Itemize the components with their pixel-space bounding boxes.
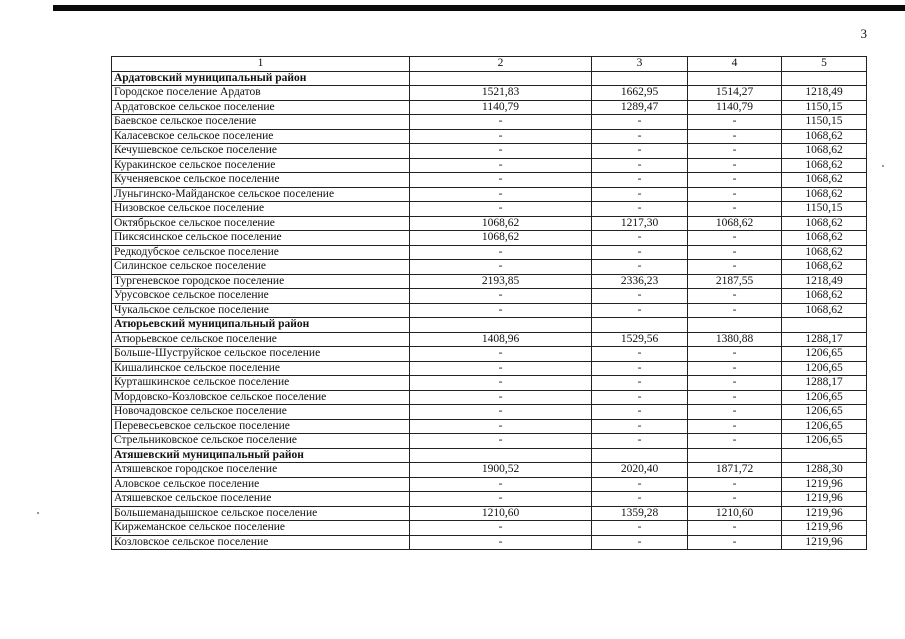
value-col-3: - [592, 419, 688, 434]
table-row [112, 303, 867, 318]
value-col-5: 1206,65 [782, 419, 867, 434]
value-col-3: 2336,23 [592, 274, 688, 289]
district-name: Ардатовский муниципальный район [112, 71, 410, 86]
settlement-name: Кечушевское сельское поселение [112, 144, 410, 159]
value-col-3: 1217,30 [592, 216, 688, 231]
value-col-2: - [410, 115, 592, 130]
table-row [112, 535, 867, 550]
district-section-row [112, 318, 867, 333]
value-col-3: - [592, 158, 688, 173]
table-row [112, 376, 867, 391]
value-col-4: - [688, 390, 782, 405]
value-col-2: - [410, 260, 592, 275]
table-row [112, 245, 867, 260]
page-number: 3 [860, 26, 867, 41]
value-col-2: - [410, 361, 592, 376]
value-col-3: - [592, 303, 688, 318]
settlement-name: Чукальское сельское поселение [112, 303, 410, 318]
value-col-2: - [410, 202, 592, 217]
settlement-name: Перевесьевское сельское поселение [112, 419, 410, 434]
value-col-4: - [688, 434, 782, 449]
value-col-3: - [592, 405, 688, 420]
value-col-2: - [410, 303, 592, 318]
value-col-5: 1219,96 [782, 506, 867, 521]
value-col-5: 1068,62 [782, 245, 867, 260]
table-row [112, 158, 867, 173]
value-col-4: 2187,55 [688, 274, 782, 289]
value-col-5 [782, 318, 867, 333]
column-number-header-row [112, 57, 867, 72]
value-col-4: - [688, 144, 782, 159]
table-body [112, 71, 867, 550]
value-col-2: 2193,85 [410, 274, 592, 289]
settlement-name: Куракинское сельское поселение [112, 158, 410, 173]
value-col-2: - [410, 144, 592, 159]
settlement-name: Городское поселение Ардатов [112, 86, 410, 101]
value-col-5: 1068,62 [782, 158, 867, 173]
settlement-name: Мордовско-Козловское сельское поселение [112, 390, 410, 405]
value-col-2 [410, 448, 592, 463]
value-col-2: - [410, 289, 592, 304]
settlement-name: Козловское сельское поселение [112, 535, 410, 550]
value-col-3: - [592, 115, 688, 130]
table-row [112, 463, 867, 478]
district-section-row [112, 71, 867, 86]
value-col-5: 1218,49 [782, 86, 867, 101]
value-col-2: 1140,79 [410, 100, 592, 115]
tariff-table [111, 56, 867, 550]
value-col-4: - [688, 173, 782, 188]
table-row [112, 202, 867, 217]
value-col-4: - [688, 347, 782, 362]
table-row [112, 477, 867, 492]
settlement-name: Атяшевское сельское поселение [112, 492, 410, 507]
value-col-5: 1219,96 [782, 477, 867, 492]
scan-speck [882, 165, 884, 167]
settlement-name: Силинское сельское поселение [112, 260, 410, 275]
value-col-2: - [410, 535, 592, 550]
settlement-name: Большеманадышское сельское поселение [112, 506, 410, 521]
table-row [112, 274, 867, 289]
column-header-5: 5 [782, 57, 867, 72]
value-col-4: - [688, 535, 782, 550]
settlement-name: Луньгинско-Майданское сельское поселение [112, 187, 410, 202]
value-col-5: 1150,15 [782, 115, 867, 130]
table-row [112, 390, 867, 405]
value-col-4: - [688, 492, 782, 507]
value-col-2: 1068,62 [410, 216, 592, 231]
value-col-2: - [410, 129, 592, 144]
settlement-name: Октябрьское сельское поселение [112, 216, 410, 231]
value-col-4: 1514,27 [688, 86, 782, 101]
value-col-2: - [410, 347, 592, 362]
value-col-3: - [592, 390, 688, 405]
table-row [112, 115, 867, 130]
value-col-4: - [688, 158, 782, 173]
column-header-4: 4 [688, 57, 782, 72]
value-col-2: - [410, 390, 592, 405]
settlement-name: Редкодубское сельское поселение [112, 245, 410, 260]
value-col-4: - [688, 419, 782, 434]
value-col-5: 1288,17 [782, 332, 867, 347]
value-col-2: 1210,60 [410, 506, 592, 521]
value-col-5: 1150,15 [782, 202, 867, 217]
value-col-3: - [592, 187, 688, 202]
value-col-5: 1288,30 [782, 463, 867, 478]
value-col-5 [782, 448, 867, 463]
value-col-5: 1068,62 [782, 303, 867, 318]
value-col-5: 1068,62 [782, 289, 867, 304]
value-col-5: 1068,62 [782, 260, 867, 275]
settlement-name: Баевское сельское поселение [112, 115, 410, 130]
value-col-4: - [688, 521, 782, 536]
table-row [112, 289, 867, 304]
value-col-5: 1068,62 [782, 187, 867, 202]
value-col-2: - [410, 187, 592, 202]
value-col-3: - [592, 361, 688, 376]
settlement-name: Урусовское сельское поселение [112, 289, 410, 304]
value-col-4: - [688, 260, 782, 275]
value-col-3: 1662,95 [592, 86, 688, 101]
table-row [112, 492, 867, 507]
value-col-2 [410, 318, 592, 333]
settlement-name: Ардатовское сельское поселение [112, 100, 410, 115]
value-col-2: - [410, 477, 592, 492]
value-col-4: - [688, 477, 782, 492]
value-col-3: - [592, 477, 688, 492]
value-col-5: 1068,62 [782, 216, 867, 231]
value-col-4: - [688, 405, 782, 420]
value-col-3: - [592, 260, 688, 275]
table-row [112, 144, 867, 159]
value-col-3: 2020,40 [592, 463, 688, 478]
settlement-name: Тургеневское городское поселение [112, 274, 410, 289]
column-header-3: 3 [592, 57, 688, 72]
value-col-5: 1206,65 [782, 390, 867, 405]
value-col-3: - [592, 144, 688, 159]
value-col-4: 1210,60 [688, 506, 782, 521]
value-col-2: - [410, 434, 592, 449]
value-col-5: 1218,49 [782, 274, 867, 289]
value-col-5: 1206,65 [782, 347, 867, 362]
table-row [112, 521, 867, 536]
value-col-4: 1140,79 [688, 100, 782, 115]
value-col-2: 1521,83 [410, 86, 592, 101]
value-col-5: 1219,96 [782, 492, 867, 507]
value-col-5: 1288,17 [782, 376, 867, 391]
value-col-3: - [592, 347, 688, 362]
value-col-3: - [592, 173, 688, 188]
settlement-name: Пиксясинское сельское поселение [112, 231, 410, 246]
value-col-2 [410, 71, 592, 86]
table-row [112, 506, 867, 521]
table-row [112, 231, 867, 246]
value-col-5: 1068,62 [782, 129, 867, 144]
value-col-5: 1068,62 [782, 173, 867, 188]
settlement-name: Аловское сельское поселение [112, 477, 410, 492]
value-col-5: 1219,96 [782, 521, 867, 536]
settlement-name: Киржеманское сельское поселение [112, 521, 410, 536]
scan-border-notch [25, 5, 53, 11]
value-col-5: 1206,65 [782, 434, 867, 449]
settlement-name: Атяшевское городское поселение [112, 463, 410, 478]
value-col-4 [688, 318, 782, 333]
value-col-4: - [688, 245, 782, 260]
value-col-4: 1068,62 [688, 216, 782, 231]
value-col-4: - [688, 231, 782, 246]
table-row [112, 173, 867, 188]
table-row [112, 187, 867, 202]
value-col-3: 1289,47 [592, 100, 688, 115]
settlement-name: Стрельниковское сельское поселение [112, 434, 410, 449]
value-col-2: 1068,62 [410, 231, 592, 246]
value-col-4: - [688, 202, 782, 217]
table-row [112, 361, 867, 376]
value-col-3: - [592, 535, 688, 550]
settlement-name: Новочадовское сельское поселение [112, 405, 410, 420]
table-row [112, 332, 867, 347]
value-col-2: - [410, 492, 592, 507]
column-header-1: 1 [112, 57, 410, 72]
value-col-5: 1206,65 [782, 405, 867, 420]
value-col-4: - [688, 361, 782, 376]
value-col-4: - [688, 129, 782, 144]
value-col-4: 1871,72 [688, 463, 782, 478]
scan-speck [37, 512, 39, 514]
value-col-2: - [410, 405, 592, 420]
value-col-4: 1380,88 [688, 332, 782, 347]
settlement-name: Больше-Шуструйское сельское поселение [112, 347, 410, 362]
value-col-5 [782, 71, 867, 86]
value-col-3: 1529,56 [592, 332, 688, 347]
value-col-4: - [688, 115, 782, 130]
district-name: Атюрьевский муниципальный район [112, 318, 410, 333]
value-col-5: 1150,15 [782, 100, 867, 115]
scan-top-border [25, 5, 905, 11]
settlement-name: Кишалинское сельское поселение [112, 361, 410, 376]
value-col-3: - [592, 245, 688, 260]
value-col-3: - [592, 492, 688, 507]
value-col-3: - [592, 129, 688, 144]
value-col-5: 1068,62 [782, 231, 867, 246]
value-col-5: 1068,62 [782, 144, 867, 159]
value-col-2: - [410, 521, 592, 536]
value-col-3: - [592, 289, 688, 304]
district-section-row [112, 448, 867, 463]
table-row [112, 100, 867, 115]
value-col-3: - [592, 231, 688, 246]
settlement-name: Атюрьевское сельское поселение [112, 332, 410, 347]
settlement-name: Кученяевское сельское поселение [112, 173, 410, 188]
table-row [112, 419, 867, 434]
settlement-name: Курташкинское сельское поселение [112, 376, 410, 391]
table-row [112, 405, 867, 420]
value-col-5: 1219,96 [782, 535, 867, 550]
table-row [112, 129, 867, 144]
value-col-3: 1359,28 [592, 506, 688, 521]
value-col-2: 1900,52 [410, 463, 592, 478]
settlement-name: Каласевское сельское поселение [112, 129, 410, 144]
table-row [112, 86, 867, 101]
value-col-4 [688, 448, 782, 463]
value-col-2: - [410, 158, 592, 173]
value-col-2: - [410, 419, 592, 434]
value-col-3: - [592, 202, 688, 217]
value-col-5: 1206,65 [782, 361, 867, 376]
value-col-2: - [410, 173, 592, 188]
district-name: Атяшевский муниципальный район [112, 448, 410, 463]
value-col-3: - [592, 376, 688, 391]
settlement-name: Низовское сельское поселение [112, 202, 410, 217]
value-col-4: - [688, 289, 782, 304]
value-col-4: - [688, 187, 782, 202]
value-col-3: - [592, 434, 688, 449]
value-col-2: - [410, 245, 592, 260]
table-row [112, 347, 867, 362]
table-row [112, 216, 867, 231]
table-row [112, 434, 867, 449]
value-col-3 [592, 318, 688, 333]
value-col-3 [592, 448, 688, 463]
column-header-2: 2 [410, 57, 592, 72]
value-col-4: - [688, 303, 782, 318]
table-row [112, 260, 867, 275]
value-col-2: - [410, 376, 592, 391]
value-col-2: 1408,96 [410, 332, 592, 347]
value-col-3 [592, 71, 688, 86]
value-col-4: - [688, 376, 782, 391]
value-col-4 [688, 71, 782, 86]
value-col-3: - [592, 521, 688, 536]
